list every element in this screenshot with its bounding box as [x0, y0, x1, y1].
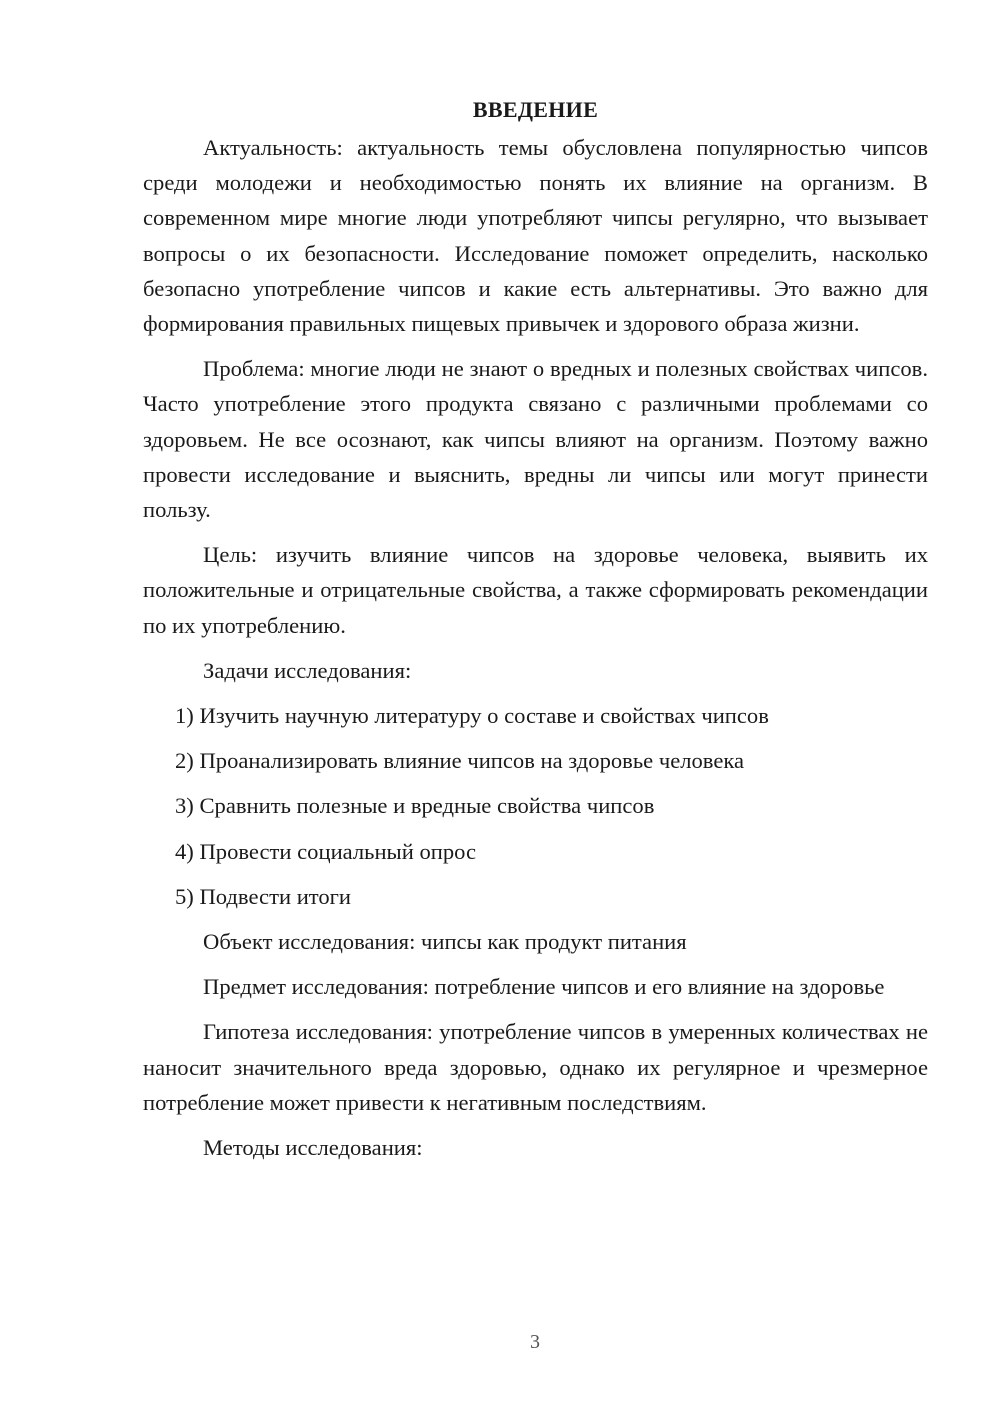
hypothesis-paragraph: Гипотеза исследования: употребление чипсов в умеренных количествах не наносит значительного вреда здоровью, однако их регулярное и чрезмерное потребление может привести к негативным последствиям. [143, 1019, 928, 1115]
list-item: 1) Изучить научную литературу о составе и свойствах чипсов [175, 703, 769, 729]
goal-paragraph: Цель: изучить влияние чипсов на здоровье человека, выявить их положительные и отрицательные свойства, а также сформировать рекомендации по их употреблению. [143, 542, 928, 638]
list-item: 3) Сравнить полезные и вредные свойства чипсов [175, 793, 655, 819]
page-number: 3 [530, 1331, 540, 1353]
object-paragraph: Объект исследования: чипсы как продукт питания [203, 929, 687, 955]
problem-paragraph: Проблема: многие люди не знают о вредных и полезных свойствах чипсов. Часто употребление этого продукта связано с различными проблемами со здоровьем. Не все осознают, как чипсы влияют на организм. Поэтому важно провести исследование и выяснить, вредны ли чипсы или могут принести пользу. [143, 356, 928, 523]
tasks-list [143, 698, 928, 914]
list-item: 2) Проанализировать влияние чипсов на здоровье человека [175, 748, 745, 774]
list-item: 5) Подвести итоги [175, 883, 352, 909]
section-title: ВВЕДЕНИЕ [472, 97, 599, 122]
subject-paragraph: Предмет исследования: потребление чипсов и его влияние на здоровье [203, 974, 885, 1000]
tasks-heading: Задачи исследования: [203, 657, 412, 683]
relevance-paragraph: Актуальность: актуальность темы обусловлена популярностью чипсов среди молодежи и необходимостью понять их влияние на организм. В современном мире многие люди употребляют чипсы регулярно, что вызывает вопросы о их безопасности. Исследование поможет определить, насколько безопасно употребление чипсов и какие есть альтернативы. Это важно для формирования правильных пищевых привычек и здорового образа жизни. [143, 135, 928, 337]
methods-heading: Методы исследования: [203, 1135, 423, 1161]
document-page [143, 92, 928, 1175]
list-item: 4) Провести социальный опрос [175, 838, 477, 864]
